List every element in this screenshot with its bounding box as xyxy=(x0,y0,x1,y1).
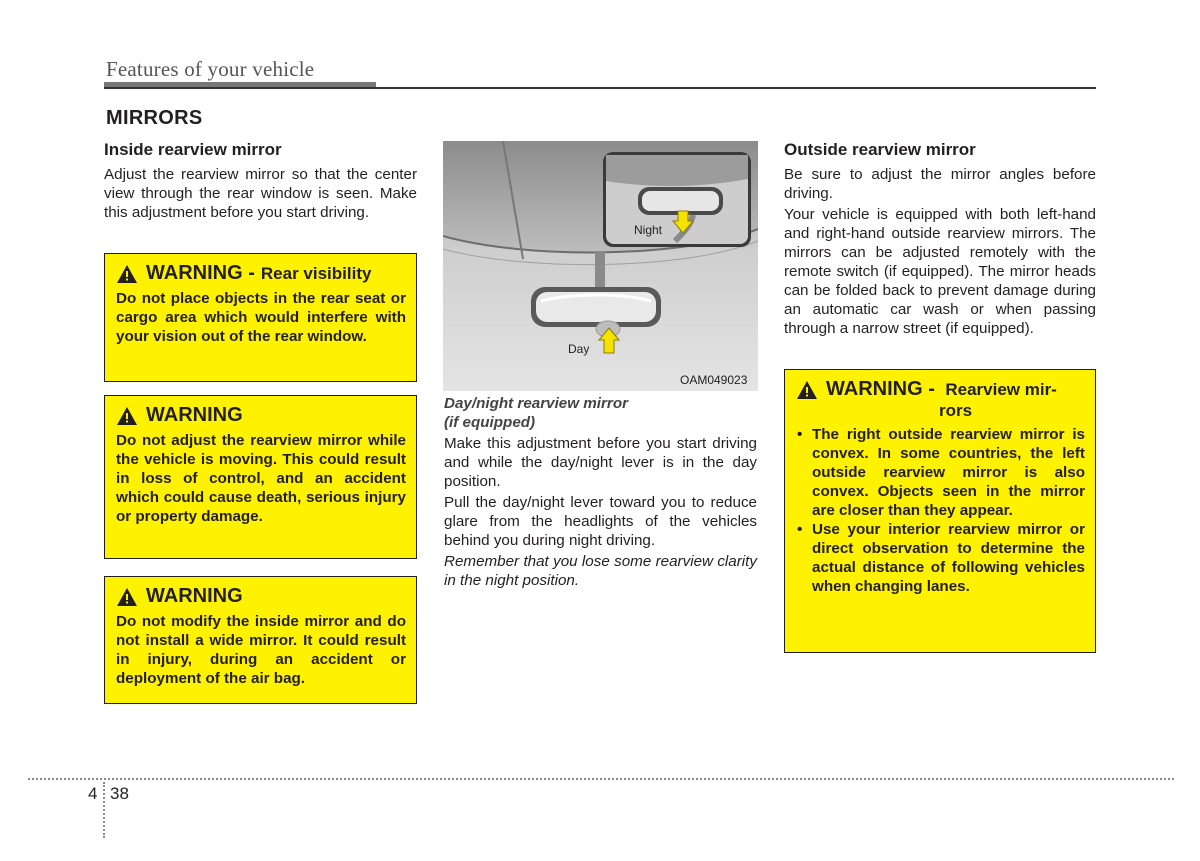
warning-triangle-icon xyxy=(116,406,138,426)
warning-box-modify-mirror xyxy=(104,576,417,704)
daynight-paragraph-2: Pull the day/night lever toward you to reduce glare from the headlights of the vehicles behind you during night driving. xyxy=(444,494,757,549)
daynight-paragraph-3: Remember that you lose some rearview clarity in the night position. xyxy=(444,553,757,589)
header-rule xyxy=(104,87,1096,89)
warning-word: WARNING - xyxy=(826,378,935,400)
inside-mirror-heading: Inside rearview mirror xyxy=(104,140,282,159)
warning-box-rearview-mirrors xyxy=(784,369,1096,653)
day-label: Day xyxy=(568,342,590,356)
day-night-mirror-figure xyxy=(443,141,758,391)
warning-text: Do not adjust the rearview mirror while the vehicle is moving. This could result in loss of control, and an accident which could cause death, serious injury or property damage. xyxy=(116,432,406,525)
warning-text: Do not place objects in the rear seat or cargo area which would interfere with your vision out of the rear window. xyxy=(116,290,406,345)
warning-subtitle: Rear visibility xyxy=(260,263,372,283)
warning-box-adjust-while-moving xyxy=(104,395,417,559)
warning-word: WARNING - xyxy=(146,262,255,284)
figure-illustration xyxy=(443,141,758,391)
warning-list-item: • The right outside rearview mirror is convex. In some countries, the left outside rearview mirror is also convex. Objects seen in the mirror are closer than they appear. xyxy=(796,425,1085,520)
warning-subtitle: Rearview mir- xyxy=(945,380,1057,399)
warning-triangle-icon xyxy=(116,264,138,284)
warning-list xyxy=(796,425,1085,596)
figure-caption-line1: Day/night rearview mirror xyxy=(444,395,629,412)
warning-header xyxy=(116,262,406,285)
footer-dotted-divider xyxy=(103,782,105,838)
outside-mirror-heading: Outside rearview mirror xyxy=(784,140,976,159)
page-number: 38 xyxy=(110,784,129,803)
figure-code: OAM049023 xyxy=(680,373,748,387)
warning-word: WARNING xyxy=(146,585,243,607)
outside-paragraph-1: Be sure to adjust the mirror angles before driving. xyxy=(784,166,1096,202)
warning-triangle-icon xyxy=(796,380,818,400)
header-title: Features of your vehicle xyxy=(106,57,315,81)
warning-header xyxy=(796,378,1085,421)
warning-title-group xyxy=(826,378,1085,421)
chapter-number: 4 xyxy=(88,784,98,803)
inside-mirror-text: Adjust the rearview mirror so that the center view through the rear window is seen. Make this adjustment before you start driving. xyxy=(104,166,417,221)
warning-list-item: • Use your interior rearview mirror or direct observation to determine the actual distance of following vehicles when changing lanes. xyxy=(796,520,1085,596)
warning-subtitle-continued: rors xyxy=(938,401,973,420)
warning-header xyxy=(116,585,406,608)
footer-dotted-rule xyxy=(28,778,1174,780)
daynight-paragraph-1: Make this adjustment before you start driving and while the day/night lever is in the day position. xyxy=(444,435,757,490)
warning-box-rear-visibility xyxy=(104,253,417,382)
figure-caption-line2: (if equipped) xyxy=(444,414,536,431)
section-title: MIRRORS xyxy=(106,107,203,129)
outside-paragraph-2: Your vehicle is equipped with both left-hand and right-hand outside rearview mirrors. The mirrors can be adjusted remotely with the remote switch (if equipped). The mirror heads can be folded back to prevent damage during an automatic car wash or when passing through a narrow street (if equipped). xyxy=(784,206,1096,337)
warning-text: Do not modify the inside mirror and do not install a wide mirror. It could result in injury, during an accident or deployment of the air bag. xyxy=(116,613,406,687)
warning-header xyxy=(116,404,406,427)
night-label: Night xyxy=(634,223,663,237)
warning-triangle-icon xyxy=(116,587,138,607)
warning-word: WARNING xyxy=(146,404,243,426)
